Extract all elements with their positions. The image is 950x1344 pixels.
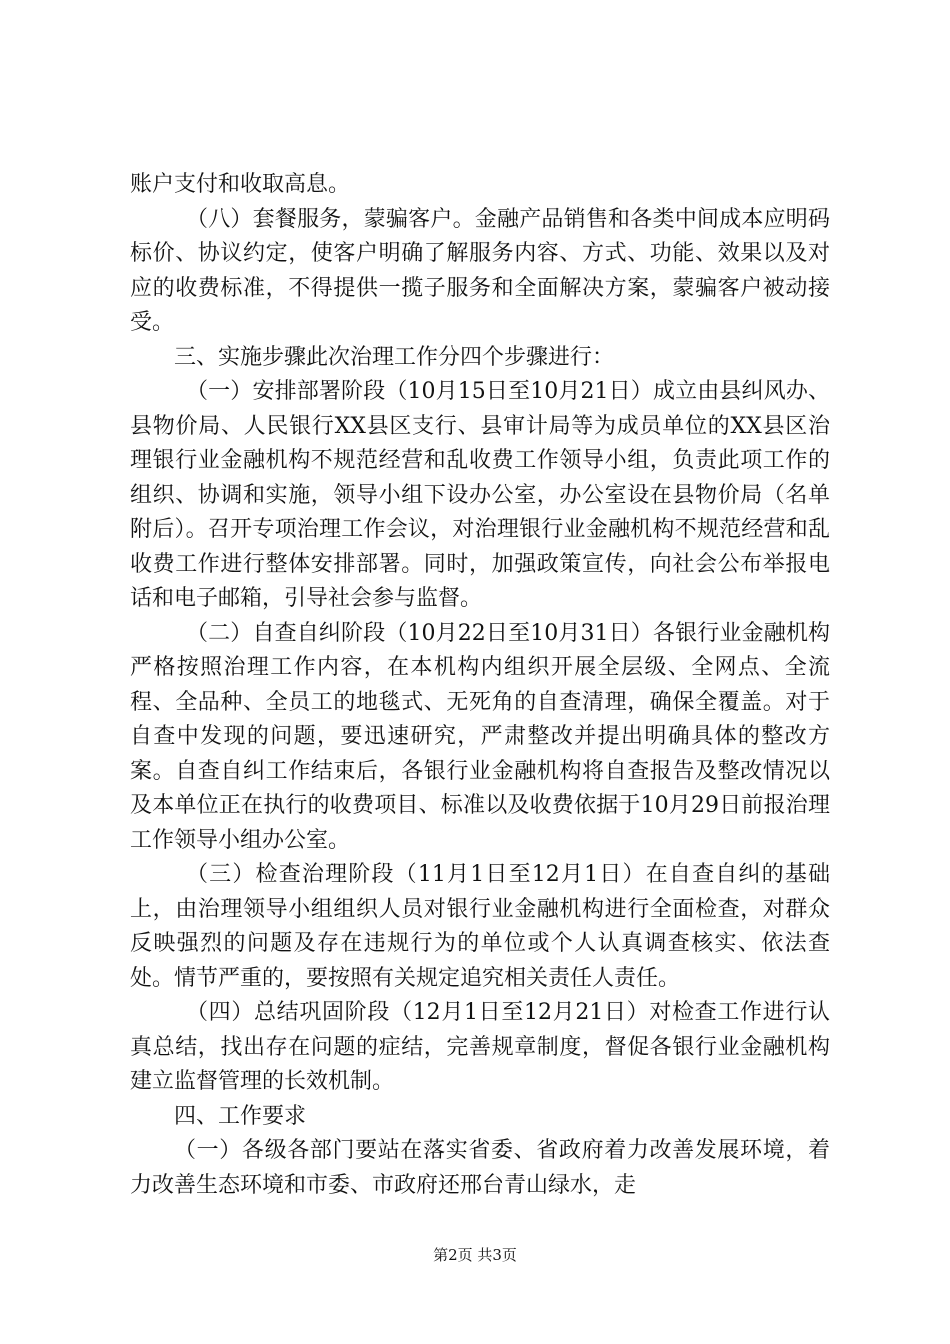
section-heading-3: 三、实施步骤此次治理工作分四个步骤进行：	[174, 344, 615, 370]
document-body	[130, 168, 830, 1203]
paragraph-item-8: （八）套餐服务，蒙骗客户。金融产品销售和各类中间成本应明码标价、协议约定，使客户明确了解服务内容、方式、功能、效果以及对应的收费标准，不得提供一揽子服务和全面解决方案，蒙骗客户被动接受。	[130, 206, 830, 335]
page-number-footer: 第2页 共3页	[433, 1246, 517, 1264]
paragraph-continuation: 账户支付和收取高息。	[130, 172, 351, 197]
paragraph-step-4: （四）总结巩固阶段（12月1日至12月21日）对检查工作进行认真总结，找出存在问题的症结，完善规章制度，督促各银行业金融机构建立监督管理的长效机制。	[130, 1000, 830, 1094]
paragraph-requirement-1: （一）各级各部门要站在落实省委、省政府着力改善发展环境，着力改善生态环境和市委、市政府还邢台青山绿水，走	[130, 1138, 830, 1198]
paragraph-step-1: （一）安排部署阶段（10月15日至10月21日）成立由县纠风办、县物价局、人民银行XX县区支行、县审计局等为成员单位的XX县区治理银行业金融机构不规范经营和乱收费工作领导小组，负责此项工作的组织、协调和实施，领导小组下设办公室，办公室设在县物价局（名单附后）。召开专项治理工作会议，对治理银行业金融机构不规范经营和乱收费工作进行整体安排部署。同时，加强政策宣传，向社会公布举报电话和电子邮箱，引导社会参与监督。	[130, 379, 830, 611]
paragraph-step-2: （二）自查自纠阶段（10月22日至10月31日）各银行业金融机构严格按照治理工作内容，在本机构内组织开展全层级、全网点、全流程、全品种、全员工的地毯式、无死角的自查清理，确保全覆盖。对于自查中发现的问题，要迅速研究，严肃整改并提出明确具体的整改方案。自查自纠工作结束后，各银行业金融机构将自查报告及整改情况以及本单位正在执行的收费项目、标准以及收费依据于10月29日前报治理工作领导小组办公室。	[130, 620, 830, 853]
paragraph-step-3: （三）检查治理阶段（11月1日至12月1日）在自查自纠的基础上，由治理领导小组组织人员对银行业金融机构进行全面检查，对群众反映强烈的问题及存在违规行为的单位或个人认真调查核实、依法查处。情节严重的，要按照有关规定追究相关责任人责任。	[130, 862, 830, 991]
section-heading-4: 四、工作要求	[174, 1103, 307, 1129]
